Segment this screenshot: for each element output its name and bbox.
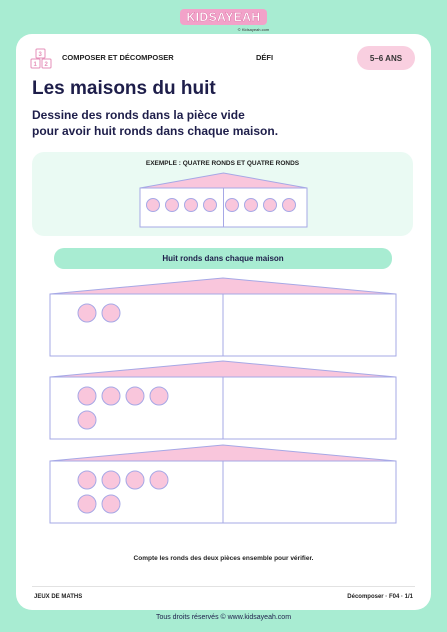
counter-dot: [102, 471, 120, 489]
example-dot: [147, 199, 160, 212]
mode-label: DÉFI: [256, 53, 274, 62]
counter-dot: [102, 304, 120, 322]
counter-dot: [78, 387, 96, 405]
counter-dot: [126, 471, 144, 489]
counter-dot: [126, 387, 144, 405]
svg-text:2: 2: [44, 62, 48, 68]
page-title: Les maisons du huit: [32, 78, 216, 99]
counter-dot: [78, 471, 96, 489]
counter-dot: [102, 495, 120, 513]
example-dot: [166, 199, 179, 212]
svg-text:3: 3: [38, 52, 42, 58]
worksheet: [16, 34, 431, 610]
brand-logo: KIDSAYEAH: [180, 9, 266, 25]
copyright: Tous droits réservés © www.kidsayeah.com: [155, 614, 292, 621]
counter-dot: [78, 495, 96, 513]
age-badge: 5–6 ANS: [357, 46, 415, 70]
footer-divider: [32, 586, 415, 587]
exercise-house-1-roof: [50, 278, 396, 294]
counter-dot: [150, 471, 168, 489]
example-label: EXEMPLE : QUATRE RONDS ET QUATRE RONDS: [145, 160, 300, 167]
footer-reference: Décomposer · F04 · 1/1: [347, 594, 413, 600]
topic-label: COMPOSER ET DÉCOMPOSER: [62, 53, 174, 62]
example-dot: [245, 199, 258, 212]
brand-subtitle: © Kidsayeah.com: [237, 27, 270, 32]
example-dot: [264, 199, 277, 212]
footer-series: JEUX DE MATHS: [34, 594, 83, 600]
footnote: Compte les ronds des deux pièces ensemble pour vérifier.: [133, 555, 314, 562]
instruction-line: Dessine des ronds dans la pièce vide: [32, 108, 245, 122]
svg-text:1: 1: [33, 62, 37, 68]
counter-dot: [78, 304, 96, 322]
counter-dot: [150, 387, 168, 405]
instruction-line: pour avoir huit ronds dans chaque maison.: [32, 124, 279, 138]
counter-dot: [78, 411, 96, 429]
example-dot: [283, 199, 296, 212]
exercise-house-3-roof: [50, 445, 396, 461]
counter-dot: [102, 387, 120, 405]
brand: [0, 8, 447, 32]
exercise-house-2-roof: [50, 361, 396, 377]
example-house-roof: [140, 173, 307, 188]
houses-drawing: [16, 34, 431, 610]
example-dot: [185, 199, 198, 212]
example-dot: [204, 199, 217, 212]
section-title: Huit ronds dans chaque maison: [54, 248, 392, 269]
example-dot: [226, 199, 239, 212]
